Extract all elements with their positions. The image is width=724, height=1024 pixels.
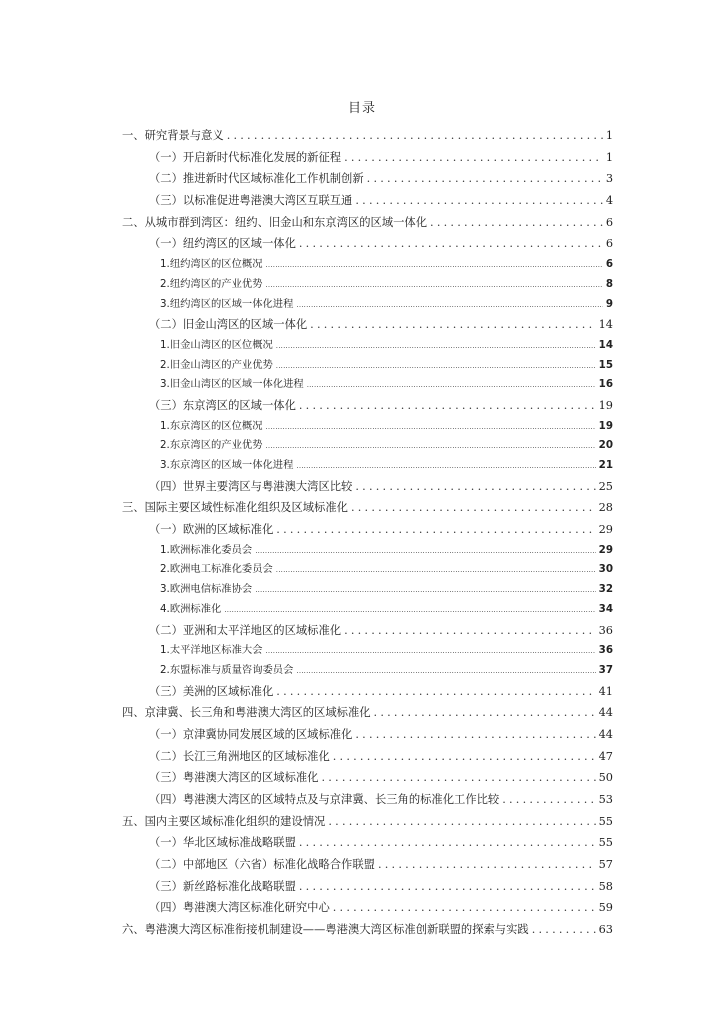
dot-leader bbox=[344, 620, 596, 642]
dot-leader bbox=[299, 876, 596, 898]
toc-entry-page-number: 63 bbox=[598, 923, 613, 937]
dot-leader bbox=[344, 147, 603, 169]
toc-entry[interactable] bbox=[122, 497, 613, 519]
toc-entry-label: 二、从城市群到湾区：纽约、旧金山和东京湾区的区域一体化 bbox=[122, 215, 428, 229]
toc-entry[interactable] bbox=[122, 560, 613, 580]
toc-entry-page-number: 4 bbox=[605, 194, 613, 208]
toc-entry[interactable] bbox=[122, 897, 613, 919]
toc-entry-label: 一、研究背景与意义 bbox=[122, 129, 224, 142]
toc-entry-page-number: 53 bbox=[598, 793, 613, 806]
toc-entry[interactable] bbox=[122, 541, 613, 561]
dot-leader bbox=[266, 256, 603, 275]
toc-entry[interactable] bbox=[122, 600, 613, 620]
toc-entry-label: 2.欧洲电工标准化委员会 bbox=[160, 563, 273, 576]
dot-leader bbox=[255, 581, 595, 600]
dot-leader bbox=[367, 168, 603, 190]
dot-leader bbox=[266, 642, 596, 661]
toc-entry-page-number: 37 bbox=[598, 663, 613, 676]
toc-entry-label: 五、国内主要区域标准化组织的建设情况 bbox=[122, 814, 326, 828]
dot-leader bbox=[333, 746, 596, 768]
dot-leader bbox=[296, 457, 595, 476]
dot-leader bbox=[328, 811, 595, 833]
dot-leader bbox=[276, 357, 596, 376]
dot-leader bbox=[333, 897, 596, 919]
dot-leader bbox=[276, 681, 595, 703]
dot-leader bbox=[224, 601, 595, 620]
toc-entry-page-number: 21 bbox=[598, 459, 613, 471]
toc-entry-page-number: 14 bbox=[598, 318, 613, 332]
dot-leader bbox=[378, 854, 596, 876]
toc-entry[interactable] bbox=[122, 147, 613, 169]
toc-entry-page-number: 6 bbox=[605, 215, 613, 229]
toc-entry[interactable] bbox=[122, 417, 613, 437]
toc-entry[interactable] bbox=[122, 832, 613, 854]
toc-entry-label: 2.旧金山湾区的产业优势 bbox=[160, 358, 273, 371]
toc-entry[interactable] bbox=[122, 456, 613, 476]
toc-entry-label: （四）世界主要湾区与粤港澳大湾区比较 bbox=[149, 479, 353, 493]
toc-entry-page-number: 29 bbox=[598, 543, 613, 556]
toc-entry-label: （一）纽约湾区的区域一体化 bbox=[149, 237, 296, 251]
toc-entry[interactable] bbox=[122, 876, 613, 898]
toc-entry-page-number: 44 bbox=[598, 706, 613, 720]
toc-entry[interactable] bbox=[122, 811, 613, 833]
toc-entry-page-number: 47 bbox=[598, 749, 613, 763]
toc-entry-page-number: 9 bbox=[605, 297, 613, 310]
toc-entry-page-number: 6 bbox=[605, 237, 613, 251]
toc-entry-label: 六、粤港澳大湾区标准衔接机制建设——粤港澳大湾区标准创新联盟的探索与实践 bbox=[122, 923, 529, 937]
dot-leader bbox=[351, 497, 596, 519]
toc-entry[interactable] bbox=[122, 168, 613, 190]
toc-entry-page-number: 29 bbox=[598, 523, 613, 537]
toc-entry-label: 1.太平洋地区标准大会 bbox=[160, 644, 263, 657]
toc-entry-label: 三、国际主要区域性标准化组织及区域标准化 bbox=[122, 501, 348, 515]
toc-entry-label: （三）东京湾区的区域一体化 bbox=[149, 398, 296, 412]
dot-leader bbox=[374, 702, 596, 724]
toc-entry-page-number: 19 bbox=[598, 419, 613, 432]
toc-entry-label: （二）亚洲和太平洋地区的区域标准化 bbox=[149, 623, 342, 637]
dot-leader bbox=[296, 662, 595, 681]
toc-entry-label: 3.纽约湾区的区域一体化进程 bbox=[160, 297, 294, 310]
toc-entry[interactable] bbox=[122, 919, 613, 941]
toc-entry-page-number: 19 bbox=[598, 398, 613, 412]
toc-entry-page-number: 36 bbox=[598, 644, 613, 657]
page-title: 目录 bbox=[347, 101, 376, 116]
toc-entry-label: （一）欧洲的区域标准化 bbox=[149, 523, 274, 537]
toc-entry-label: （二）长江三角洲地区的区域标准化 bbox=[149, 749, 330, 763]
toc-entry[interactable] bbox=[122, 702, 613, 724]
toc-entry-label: （二）中部地区（六省）标准化战略合作联盟 bbox=[149, 858, 375, 872]
dot-leader bbox=[532, 919, 596, 941]
toc-entry-label: 2.纽约湾区的产业优势 bbox=[160, 277, 263, 290]
dot-leader bbox=[430, 212, 603, 234]
toc-entry[interactable] bbox=[122, 395, 613, 417]
toc-entry-page-number: 34 bbox=[598, 602, 613, 615]
toc-entry-label: （四）粤港澳大湾区标准化研究中心 bbox=[149, 901, 330, 915]
toc-entry-label: 3.旧金山湾区的区域一体化进程 bbox=[160, 378, 304, 391]
toc-entry-label: 3.欧洲电信标准协会 bbox=[160, 583, 253, 596]
toc-entry-page-number: 16 bbox=[598, 378, 613, 391]
toc-entry-label: （三）美洲的区域标准化 bbox=[149, 684, 274, 698]
table-of-contents bbox=[122, 125, 613, 941]
toc-entry-page-number: 57 bbox=[598, 858, 613, 872]
toc-entry-page-number: 14 bbox=[598, 338, 613, 351]
toc-entry-label: 1.旧金山湾区的区位概况 bbox=[160, 338, 273, 351]
toc-entry-page-number: 36 bbox=[598, 623, 613, 637]
toc-entry[interactable] bbox=[122, 212, 613, 234]
dot-leader bbox=[255, 542, 595, 561]
toc-entry-page-number: 1 bbox=[605, 129, 613, 142]
dot-leader bbox=[355, 190, 602, 212]
toc-entry[interactable] bbox=[122, 375, 613, 395]
toc-entry-label: （一）开启新时代标准化发展的新征程 bbox=[149, 150, 342, 164]
toc-entry-page-number: 15 bbox=[598, 358, 613, 371]
toc-entry[interactable] bbox=[122, 275, 613, 295]
toc-entry[interactable] bbox=[122, 789, 613, 811]
dot-leader bbox=[502, 789, 595, 811]
toc-entry-label: （二）旧金山湾区的区域一体化 bbox=[149, 318, 308, 332]
toc-entry-label: 2.东京湾区的产业优势 bbox=[160, 439, 263, 452]
toc-entry-label: 2.东盟标准与质量咨询委员会 bbox=[160, 663, 294, 676]
toc-entry[interactable] bbox=[122, 620, 613, 642]
toc-entry[interactable] bbox=[122, 681, 613, 703]
toc-entry[interactable] bbox=[122, 519, 613, 541]
toc-entry-page-number: 30 bbox=[598, 563, 613, 576]
toc-entry[interactable] bbox=[122, 746, 613, 768]
toc-entry[interactable] bbox=[122, 641, 613, 661]
toc-entry-label: （二）推进新时代区域标准化工作机制创新 bbox=[149, 172, 364, 186]
dot-leader bbox=[299, 233, 603, 255]
toc-entry[interactable] bbox=[122, 295, 613, 315]
toc-entry-page-number: 44 bbox=[598, 727, 613, 741]
toc-entry-page-number: 32 bbox=[598, 583, 613, 596]
toc-entry-page-number: 3 bbox=[605, 172, 613, 186]
dot-leader bbox=[299, 832, 596, 854]
toc-entry[interactable] bbox=[122, 356, 613, 376]
toc-entry-page-number: 6 bbox=[605, 258, 613, 271]
toc-entry-label: 1.东京湾区的区位概况 bbox=[160, 419, 263, 432]
dot-leader bbox=[321, 767, 595, 789]
dot-leader bbox=[266, 437, 596, 456]
toc-entry-label: （三）粤港澳大湾区的区域标准化 bbox=[149, 771, 319, 785]
toc-entry-label: 1.纽约湾区的区位概况 bbox=[160, 258, 263, 271]
toc-entry-page-number: 8 bbox=[605, 277, 613, 290]
toc-entry-page-number: 25 bbox=[598, 479, 613, 493]
dot-leader bbox=[276, 519, 595, 541]
toc-entry-label: （三）以标准促进粤港澳大湾区互联互通 bbox=[149, 194, 353, 208]
dot-leader bbox=[355, 476, 595, 498]
toc-entry-label: 1.欧洲标准化委员会 bbox=[160, 543, 253, 556]
toc-entry[interactable] bbox=[122, 336, 613, 356]
toc-entry-page-number: 41 bbox=[598, 684, 613, 698]
dot-leader bbox=[299, 395, 596, 417]
dot-leader bbox=[266, 418, 596, 437]
toc-entry-page-number: 50 bbox=[598, 771, 613, 785]
toc-entry-label: 四、京津冀、长三角和粤港澳大湾区的区域标准化 bbox=[122, 706, 371, 720]
toc-entry-label: 4.欧洲标准化 bbox=[160, 602, 222, 615]
toc-entry[interactable] bbox=[122, 255, 613, 275]
toc-entry-label: （三）新丝路标准化战略联盟 bbox=[149, 879, 296, 893]
dot-leader bbox=[276, 561, 596, 580]
toc-entry-page-number: 59 bbox=[598, 901, 613, 915]
dot-leader bbox=[307, 376, 596, 395]
dot-leader bbox=[227, 125, 603, 147]
dot-leader bbox=[355, 724, 595, 746]
toc-entry[interactable] bbox=[122, 767, 613, 789]
toc-entry[interactable] bbox=[122, 661, 613, 681]
toc-entry[interactable] bbox=[122, 314, 613, 336]
toc-entry-page-number: 58 bbox=[598, 879, 613, 893]
toc-entry-label: （一）华北区域标准战略联盟 bbox=[149, 836, 296, 850]
toc-entry-label: （一）京津冀协同发展区域的区域标准化 bbox=[149, 727, 353, 741]
toc-entry-page-number: 1 bbox=[605, 150, 613, 164]
toc-entry[interactable] bbox=[122, 233, 613, 255]
toc-entry-page-number: 20 bbox=[598, 439, 613, 452]
toc-entry[interactable] bbox=[122, 854, 613, 876]
toc-entry-page-number: 55 bbox=[598, 814, 613, 828]
dot-leader bbox=[266, 276, 603, 295]
toc-entry-label: 3.东京湾区的区域一体化进程 bbox=[160, 459, 294, 471]
dot-leader bbox=[296, 296, 602, 315]
toc-entry[interactable] bbox=[122, 580, 613, 600]
toc-entry[interactable] bbox=[122, 724, 613, 746]
dot-leader bbox=[276, 337, 596, 356]
toc-entry-page-number: 55 bbox=[598, 836, 613, 850]
toc-entry-label: （四）粤港澳大湾区的区域特点及与京津冀、长三角的标准化工作比较 bbox=[149, 793, 500, 806]
dot-leader bbox=[310, 314, 595, 336]
toc-entry[interactable] bbox=[122, 436, 613, 456]
toc-entry[interactable] bbox=[122, 125, 613, 147]
toc-entry-page-number: 28 bbox=[598, 501, 613, 515]
toc-entry[interactable] bbox=[122, 190, 613, 212]
toc-entry[interactable] bbox=[122, 476, 613, 498]
